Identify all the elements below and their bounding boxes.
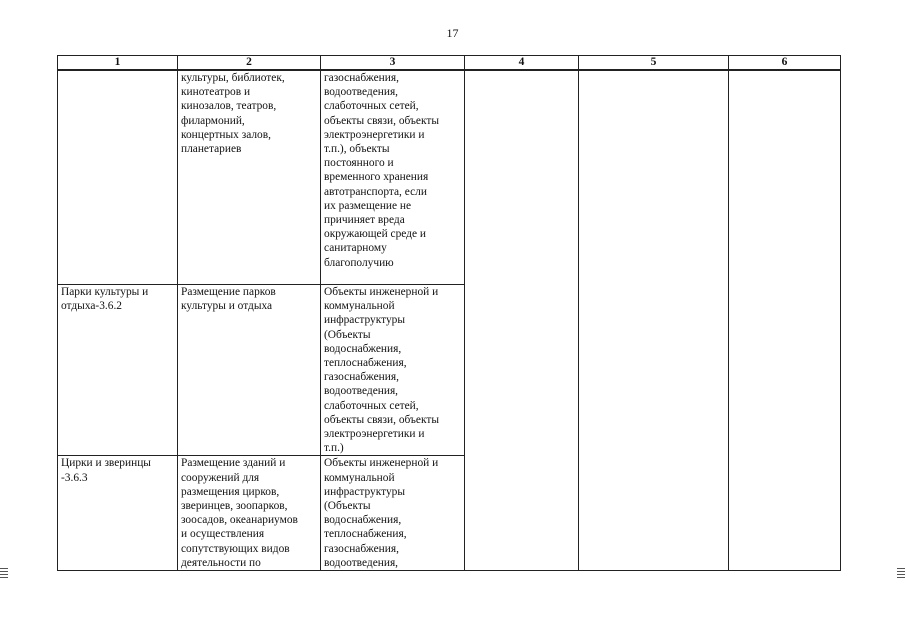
- table-cell-auxiliary-uses: Объекты инженерной и коммунальной инфраструктуры (Объекты водоснабжения, теплоснабжения, газоснабжения, водоотведения, слаботочных сетей, объекты связи, объекты электроэнергетики и т.п.): [321, 285, 465, 456]
- scan-edge-mark-right: [897, 568, 905, 578]
- column-header-2: 2: [178, 56, 321, 71]
- page-number: 17: [446, 26, 459, 40]
- table-cell-use-type: [58, 70, 178, 285]
- zoning-table: [57, 55, 841, 571]
- table-cell-col5-merged: [579, 70, 729, 571]
- table-cell-auxiliary-uses: газоснабжения, водоотведения, слаботочных сетей, объекты связи, объекты электроэнергетики и т.п.), объекты постоянного и временного хранения автотранспорта, если их размещение не причиняет вреда окружающей среде и санитарному благополучию: [321, 70, 465, 285]
- column-header-3: 3: [321, 56, 465, 71]
- table-cell-col6-merged: [729, 70, 841, 571]
- table-cell-col4-merged: [465, 70, 579, 571]
- table-cell-auxiliary-uses: Объекты инженерной и коммунальной инфраструктуры (Объекты водоснабжения, теплоснабжения, газоснабжения, водоотведения,: [321, 456, 465, 571]
- table-header-row: [58, 56, 841, 71]
- column-header-6: 6: [729, 56, 841, 71]
- column-header-5: 5: [579, 56, 729, 71]
- scan-edge-mark-left: [0, 568, 8, 578]
- table-cell-description: культуры, библиотек, кинотеатров и кинозалов, театров, филармоний, концертных залов, планетариев: [178, 70, 321, 285]
- column-header-1: 1: [58, 56, 178, 71]
- table-cell-description: Размещение зданий и сооружений для размещения цирков, зверинцев, зоопарков, зоосадов, океанариумов и осуществления сопутствующих видов деятельности по: [178, 456, 321, 571]
- column-header-4: 4: [465, 56, 579, 71]
- table-cell-use-type: Цирки и зверинцы -3.6.3: [58, 456, 178, 571]
- table-cell-description: Размещение парков культуры и отдыха: [178, 285, 321, 456]
- table-cell-use-type: Парки культуры и отдыха-3.6.2: [58, 285, 178, 456]
- table-row: [58, 70, 841, 285]
